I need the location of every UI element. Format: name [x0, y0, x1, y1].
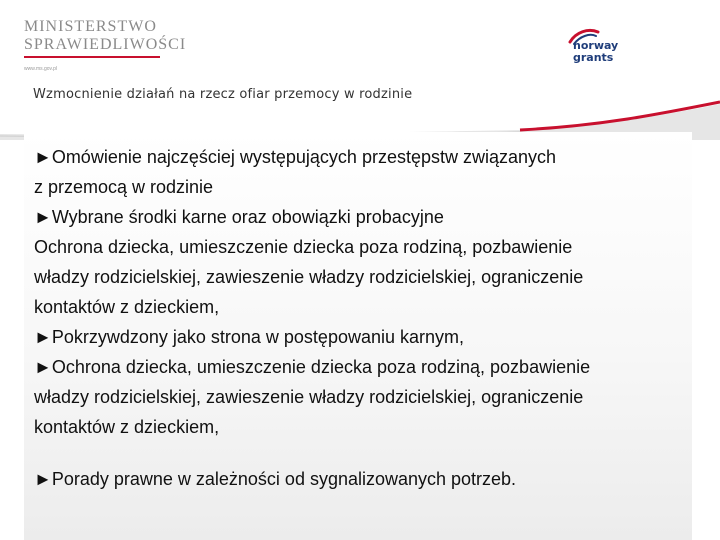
content-line: z przemocą w rodzinie — [34, 177, 214, 197]
slide-header — [0, 0, 720, 140]
ministry-logo — [24, 18, 187, 78]
ministry-name-line1: MINISTERSTWO — [24, 18, 157, 35]
content-spacer — [34, 442, 674, 464]
ministry-url: www.ms.gov.pl — [24, 66, 57, 72]
partner-logo-line2: grants — [573, 51, 614, 64]
content-line: władzy rodzicielskiej, zawieszenie władzy rodzicielskiej, ograniczenie — [34, 267, 584, 287]
content-last-line: ►Porady prawne w zależności od sygnalizowanych potrzeb. — [34, 469, 517, 489]
partner-logo-line1: norway — [573, 39, 619, 52]
content-line: władzy rodzicielskiej, zawieszenie władzy rodzicielskiej, ograniczenie — [34, 387, 584, 407]
content-line: Ochrona dziecka, umieszczenie dziecka poza rodziną, pozbawienie — [34, 237, 573, 257]
slide-content — [34, 142, 674, 494]
content-line: ►Wybrane środki karne oraz obowiązki probacyjne — [34, 207, 444, 227]
content-line: ►Ochrona dziecka, umieszczenie dziecka poza rodziną, pozbawienie — [34, 357, 591, 377]
content-line: kontaktów z dzieckiem, — [34, 417, 220, 437]
presentation-subtitle: Wzmocnienie działań na rzecz ofiar przemocy w rodzinie — [33, 87, 413, 102]
content-line: ►Pokrzywdzony jako strona w postępowaniu karnym, — [34, 327, 465, 347]
content-line: ►Omówienie najczęściej występujących przestępstw związanych — [34, 147, 557, 167]
content-line: kontaktów z dzieckiem, — [34, 297, 220, 317]
norway-grants-logo — [573, 40, 618, 64]
ministry-name-line2: SPRAWIEDLIWOŚCI — [24, 36, 160, 58]
